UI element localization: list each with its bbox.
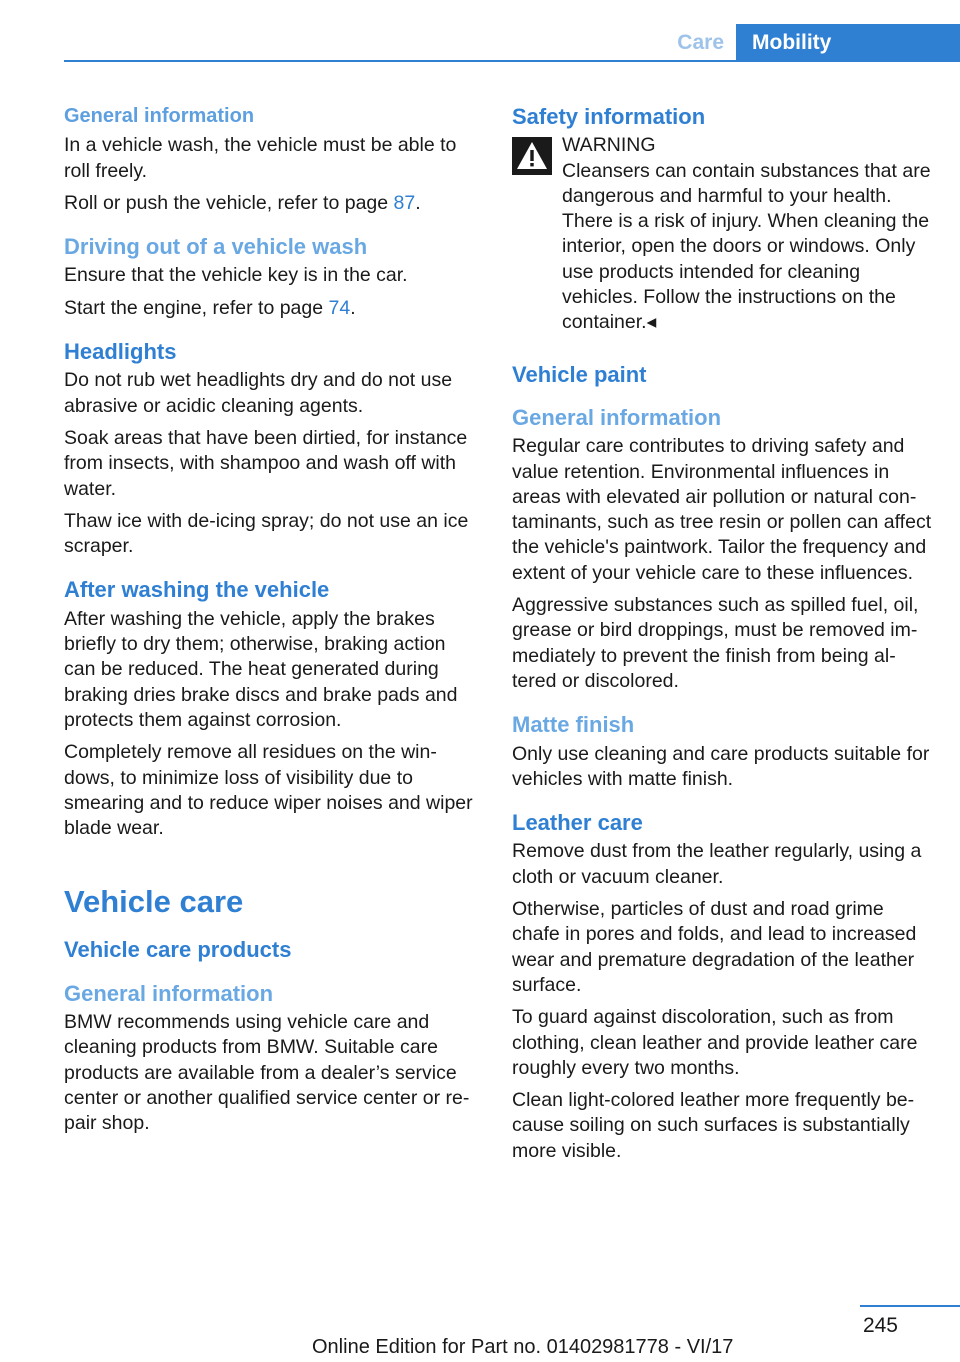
paragraph: Only use cleaning and care products suitable for vehicles with matte finish.	[512, 742, 930, 790]
page-link-74[interactable]: 74	[328, 296, 351, 319]
heading-headlights: Headlights	[64, 339, 177, 365]
heading-matte-finish: Matte finish	[512, 712, 635, 738]
heading-general-information: General information	[64, 980, 274, 1006]
warning-icon	[512, 137, 552, 175]
tab-mobility[interactable]: Mobility	[736, 24, 960, 62]
footer-edition: Online Edition for Part no. 01402981778 - VI/17	[312, 1336, 734, 1358]
left-column	[64, 100, 480, 1144]
heading-safety-information: Safety information	[512, 104, 706, 129]
paragraph: Start the engine, refer to page 74.	[64, 296, 356, 319]
heading-after-washing: After washing the vehicle	[64, 577, 330, 603]
paragraph: Do not rub wet headlights dry and do not use abrasive or acidic cleaning agents.	[64, 369, 453, 417]
page-link-87[interactable]: 87	[393, 191, 416, 214]
paragraph: Clean light-colored leather more frequently because soiling on such surfaces is substantially more visible.	[512, 1089, 915, 1162]
paragraph: Thaw ice with de-icing spray; do not use an ice scraper.	[64, 509, 469, 558]
paragraph: To guard against discoloration, such as from clothing, clean leather and provide leather care roughly every two months.	[512, 1006, 918, 1079]
heading-leather-care: Leather care	[512, 810, 643, 836]
heading-vehicle-care: Vehicle care	[64, 884, 244, 920]
heading-general-information: General information	[512, 404, 722, 430]
page-number-rule	[860, 1305, 960, 1307]
paragraph: BMW recommends using vehicle care and cleaning products from BMW. Suitable care products are available from a dealer’s service center or another qualified service center or repair shop.	[64, 1011, 470, 1135]
warning-block	[512, 133, 932, 335]
paragraph: Remove dust from the leather regularly, using a cloth or vacuum cleaner.	[512, 840, 922, 888]
heading-general-information: General information	[64, 105, 255, 127]
paragraph: Completely remove all residues on the windows, to minimize loss of visibility due to smearing and to reduce wiper noises and wiper blade wear.	[64, 741, 473, 840]
paragraph: Ensure that the vehicle key is in the car.	[64, 264, 408, 287]
warning-text: Cleansers can contain substances that are dangerous and harmful to your health. There is a risk of injury. When cleaning the interior, open the doors or windows. Only use products intended for cleaning vehicles. Follow the instructions on the container.◂	[562, 159, 931, 334]
paragraph: Otherwise, particles of dust and road grime chafe in pores and folds, and lead to increased wear and premature degradation of the leather surface.	[512, 898, 917, 996]
paragraph: After washing the vehicle, apply the brakes briefly to dry them; otherwise, braking action can be reduced. The heat generated during braking dries brake discs and brake pads and protects them against corrosion.	[64, 607, 458, 731]
paragraph: Aggressive substances such as spilled fuel, oil, grease or bird droppings, must be removed immediately to prevent the finish from being altered or discolored.	[512, 594, 919, 692]
heading-vehicle-paint: Vehicle paint	[512, 361, 647, 387]
page-number: 245	[862, 1314, 898, 1337]
paragraph: Roll or push the vehicle, refer to page 87.	[64, 191, 421, 214]
heading-vehicle-care-products: Vehicle care products	[64, 937, 292, 963]
right-column	[512, 100, 932, 1171]
paragraph: In a vehicle wash, the vehicle must be able to roll freely.	[64, 134, 457, 182]
warning-title: WARNING	[562, 134, 656, 157]
heading-driving-out: Driving out of a vehicle wash	[64, 234, 368, 260]
paragraph: Regular care contributes to driving safety and value retention. Environmental influences in areas with elevated air pollution or natural contaminants, such as tree resin or pollen can affect the vehicle's paintwork. Tailor the frequency and extent of your vehicle care to these influences.	[512, 435, 932, 584]
tab-care[interactable]: Care	[677, 31, 724, 54]
paragraph: Soak areas that have been dirtied, for instance from insects, with shampoo and wash off with water.	[64, 426, 468, 500]
